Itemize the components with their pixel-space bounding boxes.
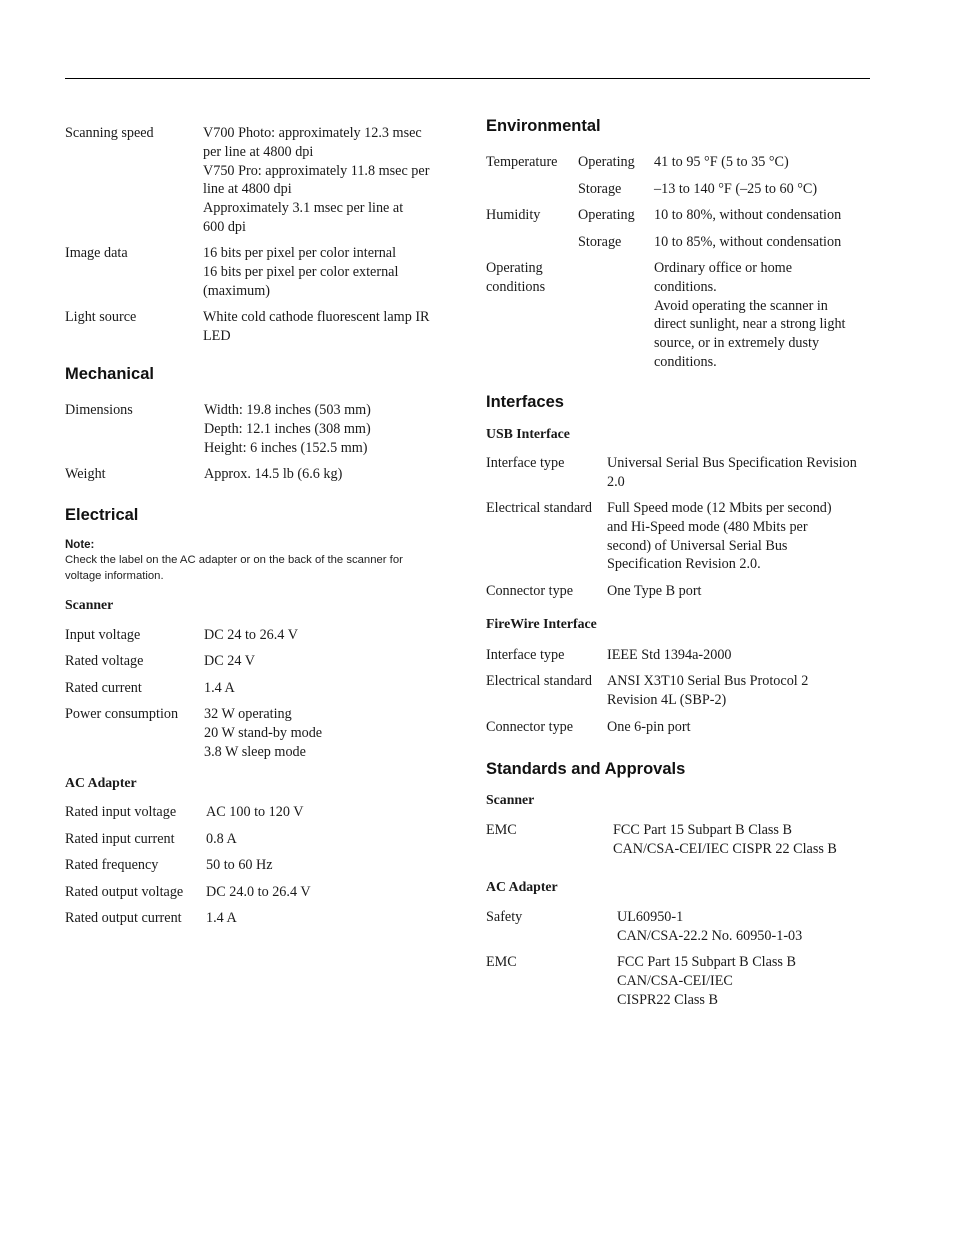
note-line: Check the label on the AC adapter or on the back of the scanner for: [65, 554, 403, 566]
spec-value-temperature-operating: 41 to 95 °F (5 to 35 °C): [654, 154, 789, 170]
spec-value-line: Depth: 12.1 inches (308 mm): [204, 420, 371, 437]
spec-label-rated-input-current: Rated input current: [65, 831, 175, 847]
spec-value-line: 600 dpi: [203, 218, 246, 235]
section-heading-environmental: Environmental: [486, 117, 601, 135]
spec-value-line: ANSI X3T10 Serial Bus Protocol 2: [607, 673, 809, 689]
spec-label-rated-current: Rated current: [65, 680, 142, 696]
header-rule: [65, 78, 870, 79]
spec-value-line: Ordinary office or home: [654, 260, 793, 276]
spec-value-rated-output-current: 1.4 A: [206, 910, 237, 926]
spec-value-adapter-emc: [617, 953, 796, 1009]
spec-label-rated-output-current: Rated output current: [65, 910, 182, 926]
spec-label-firewire-electrical-standard: Electrical standard: [486, 673, 592, 689]
subheading-standards-ac-adapter: AC Adapter: [486, 879, 558, 894]
spec-value-line: 20 W stand-by mode: [204, 724, 323, 741]
spec-value-light-source: [203, 308, 430, 346]
subheading-scanner: Scanner: [65, 597, 114, 612]
spec-value-line: source, or in extremely dusty: [654, 335, 820, 352]
spec-label-rated-input-voltage: Rated input voltage: [65, 804, 177, 820]
spec-value-usb-electrical-standard: [607, 499, 832, 574]
section-heading-mechanical: Mechanical: [65, 365, 154, 383]
spec-value-weight: Approx. 14.5 lb (6.6 kg): [204, 466, 343, 482]
spec-value-line: 3.8 W sleep mode: [204, 743, 306, 760]
note-text: [65, 552, 403, 584]
spec-value-line: V700 Photo: approximately 12.3 msec: [203, 125, 422, 141]
spec-value-usb-connector-type: One Type B port: [607, 583, 702, 599]
subheading-usb-interface: USB Interface: [486, 426, 570, 441]
spec-value-line: Avoid operating the scanner in: [654, 297, 828, 314]
spec-label-humidity: Humidity: [486, 207, 541, 223]
spec-value-line: 32 W operating: [204, 706, 292, 722]
spec-value-line: UL60950-1: [617, 909, 684, 925]
spec-value-line: direct sunlight, near a strong light: [654, 316, 846, 333]
spec-label-input-voltage: Input voltage: [65, 627, 141, 643]
spec-value-firewire-connector-type: One 6-pin port: [607, 719, 691, 735]
section-heading-electrical: Electrical: [65, 506, 139, 524]
subheading-standards-scanner: Scanner: [486, 792, 535, 807]
spec-label-adapter-safety: Safety: [486, 909, 523, 925]
spec-value-line: CISPR22 Class B: [617, 991, 718, 1008]
spec-value-line: CAN/CSA-CEI/IEC: [617, 972, 733, 989]
spec-value-line: (maximum): [203, 282, 270, 299]
spec-value-rated-current: 1.4 A: [204, 680, 235, 696]
note-line: voltage information.: [65, 570, 164, 582]
spec-value-dimensions: [204, 401, 371, 457]
spec-sublabel-temperature-storage: Storage: [578, 181, 622, 197]
spec-value-firewire-interface-type: IEEE Std 1394a-2000: [607, 647, 732, 663]
spec-value-usb-interface-type: [607, 454, 857, 492]
subheading-ac-adapter: AC Adapter: [65, 775, 137, 790]
note-title: Note:: [65, 539, 95, 551]
spec-value-line: White cold cathode fluorescent lamp IR: [203, 309, 430, 325]
spec-value-rated-input-voltage: AC 100 to 120 V: [206, 804, 304, 820]
spec-value-line: Specification Revision 2.0.: [607, 556, 761, 573]
section-heading-standards: Standards and Approvals: [486, 760, 686, 778]
subheading-firewire-interface: FireWire Interface: [486, 616, 597, 631]
spec-value-rated-voltage: DC 24 V: [204, 653, 255, 669]
spec-value-line: FCC Part 15 Subpart B Class B: [613, 822, 792, 838]
spec-sublabel-humidity-storage: Storage: [578, 234, 622, 250]
spec-value-line: Revision 4L (SBP-2): [607, 691, 727, 708]
spec-value-scanning-speed: [203, 124, 429, 237]
spec-value-humidity-storage: 10 to 85%, without condensation: [654, 234, 842, 250]
spec-value-power-consumption: [204, 705, 322, 761]
spec-label-firewire-interface-type: Interface type: [486, 647, 565, 663]
spec-value-line: Height: 6 inches (152.5 mm): [204, 439, 368, 456]
spec-label-rated-output-voltage: Rated output voltage: [65, 884, 184, 900]
spec-value-line: and Hi-Speed mode (480 Mbits per: [607, 518, 808, 535]
spec-label-firewire-connector-type: Connector type: [486, 719, 574, 735]
spec-label-scanner-emc: EMC: [486, 822, 517, 838]
spec-label-adapter-emc: EMC: [486, 954, 517, 970]
spec-label-dimensions: Dimensions: [65, 402, 133, 418]
spec-value-line: CAN/CSA-CEI/IEC CISPR 22 Class B: [613, 840, 837, 857]
spec-value-line: per line at 4800 dpi: [203, 143, 314, 160]
spec-value-scanner-emc: [613, 821, 837, 859]
spec-label-power-consumption: Power consumption: [65, 706, 179, 722]
spec-value-line: 16 bits per pixel per color external: [203, 263, 399, 280]
spec-value-image-data: [203, 244, 398, 300]
spec-sublabel-temperature-operating: Operating: [578, 154, 635, 170]
spec-value-line: conditions.: [654, 353, 717, 370]
spec-value-rated-input-current: 0.8 A: [206, 831, 237, 847]
spec-label-rated-frequency: Rated frequency: [65, 857, 159, 873]
spec-value-rated-frequency: 50 to 60 Hz: [206, 857, 273, 873]
spec-value-adapter-safety: [617, 908, 802, 946]
section-heading-interfaces: Interfaces: [486, 393, 564, 411]
spec-label-scanning-speed: Scanning speed: [65, 125, 154, 141]
spec-value-line: 2.0: [607, 473, 625, 490]
spec-value-operating-conditions: [654, 259, 846, 372]
spec-label-operating-conditions: [486, 259, 545, 297]
spec-value-line: Universal Serial Bus Specification Revision: [607, 455, 857, 471]
spec-value-line: Width: 19.8 inches (503 mm): [204, 402, 371, 418]
spec-value-temperature-storage: –13 to 140 °F (–25 to 60 °C): [654, 181, 818, 197]
spec-label-light-source: Light source: [65, 309, 137, 325]
spec-value-line: conditions.: [654, 278, 717, 295]
spec-value-line: CAN/CSA-22.2 No. 60950-1-03: [617, 927, 803, 944]
spec-label-usb-electrical-standard: Electrical standard: [486, 500, 592, 516]
spec-label-rated-voltage: Rated voltage: [65, 653, 144, 669]
spec-label-temperature: Temperature: [486, 154, 558, 170]
spec-value-line: FCC Part 15 Subpart B Class B: [617, 954, 796, 970]
spec-value-humidity-operating: 10 to 80%, without condensation: [654, 207, 842, 223]
spec-label-weight: Weight: [65, 466, 106, 482]
spec-value-rated-output-voltage: DC 24.0 to 26.4 V: [206, 884, 311, 900]
spec-value-line: line at 4800 dpi: [203, 181, 292, 198]
spec-value-line: Approximately 3.1 msec per line at: [203, 200, 404, 217]
spec-value-line: 16 bits per pixel per color internal: [203, 245, 397, 261]
spec-value-firewire-electrical-standard: [607, 672, 808, 710]
spec-label-line: Operating: [486, 260, 543, 276]
spec-sublabel-humidity-operating: Operating: [578, 207, 635, 223]
spec-value-line: second) of Universal Serial Bus: [607, 537, 788, 554]
spec-value-line: Full Speed mode (12 Mbits per second): [607, 500, 832, 516]
spec-label-line: conditions: [486, 278, 546, 295]
spec-label-usb-connector-type: Connector type: [486, 583, 574, 599]
spec-label-usb-interface-type: Interface type: [486, 455, 565, 471]
spec-label-image-data: Image data: [65, 245, 128, 261]
spec-value-line: V750 Pro: approximately 11.8 msec per: [203, 162, 430, 179]
spec-value-line: LED: [203, 327, 231, 344]
spec-value-input-voltage: DC 24 to 26.4 V: [204, 627, 298, 643]
